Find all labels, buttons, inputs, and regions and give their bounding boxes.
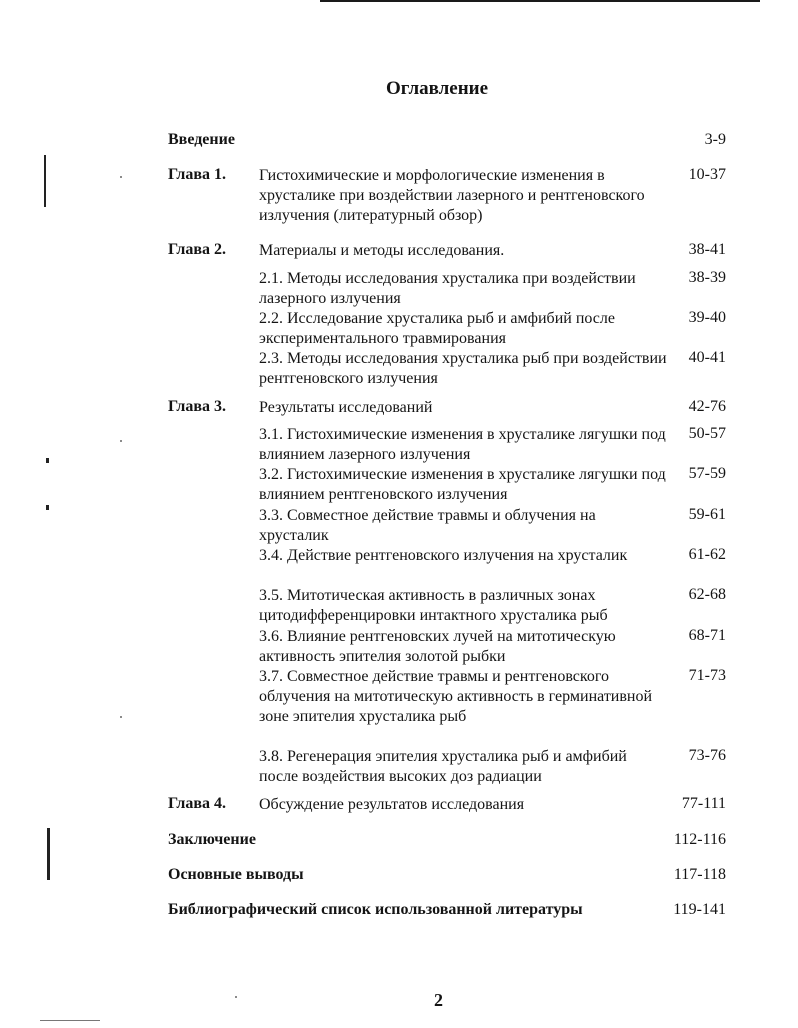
chapter-1-pages: 10-37 — [688, 166, 726, 183]
section-3-4-title: 3.4. Действие рентгеновского излучения на хрусталик — [259, 547, 628, 564]
section-3-7-pages: 71-73 — [688, 667, 726, 684]
section-2-1-title: 2.1. Методы исследования хрусталика при воздействии лазерного излучения — [259, 270, 636, 307]
chapter-2-label: Глава 2. — [168, 241, 226, 258]
chapter-4-title: Обсуждение результатов исследования — [259, 796, 525, 813]
conclusion-pages: 112-116 — [673, 831, 726, 848]
chapter-1-label: Глава 1. — [168, 166, 226, 183]
chapter-4-label: Глава 4. — [168, 795, 226, 812]
page-number: 2 — [434, 990, 443, 1010]
scan-speck — [120, 716, 122, 718]
section-3-2-pages: 57-59 — [688, 465, 726, 482]
section-3-4-pages: 61-62 — [688, 546, 726, 563]
scan-speck — [120, 176, 122, 178]
section-3-5-pages: 62-68 — [688, 586, 726, 603]
section-2-3-pages: 40-41 — [688, 349, 726, 366]
scan-mark — [46, 505, 49, 510]
scan-speck — [120, 440, 122, 442]
intro-pages: 3-9 — [704, 131, 726, 148]
bibliography-pages: 119-141 — [673, 901, 726, 918]
section-3-8-title: 3.8. Регенерация эпителия хрусталика рыб и амфибий после воздействия высоких доз радиации — [259, 748, 627, 785]
scan-top-border — [320, 0, 760, 2]
section-3-5-title: 3.5. Митотическая активность в различных зонах цитодифференцировки интактного хрусталика рыб — [259, 587, 608, 624]
findings-pages: 117-118 — [673, 866, 726, 883]
scan-mark — [47, 828, 50, 880]
section-3-6-pages: 68-71 — [688, 627, 726, 644]
chapter-3-label: Глава 3. — [168, 398, 226, 415]
section-2-1-pages: 38-39 — [688, 269, 726, 286]
scan-mark — [46, 458, 49, 463]
chapter-4-pages: 77-111 — [681, 795, 726, 812]
bibliography-label: Библиографический список использованной литературы — [168, 901, 583, 918]
chapter-2-title: Материалы и методы исследования. — [259, 242, 505, 259]
scan-mark — [44, 155, 46, 207]
section-3-2-title: 3.2. Гистохимические изменения в хрусталике лягушки под влиянием рентгеновского излучения — [259, 466, 666, 503]
section-3-1-pages: 50-57 — [688, 425, 726, 442]
chapter-1-title: Гистохимические и морфологические изменения в хрусталике при воздействии лазерного и рентгеновского излучения (литературный обзор) — [259, 167, 645, 224]
section-3-3-title: 3.3. Совместное действие травмы и облучения на хрусталик — [259, 507, 596, 544]
scan-speck — [235, 996, 237, 998]
section-3-7-title: 3.7. Совместное действие травмы и рентгеновского облучения на митотическую активность в герминативной зоне эпителия хрусталика рыб — [259, 668, 653, 725]
section-2-2-title: 2.2. Исследование хрусталика рыб и амфибий после экспериментального травмирования — [259, 310, 615, 347]
page-title: Оглавление — [386, 78, 489, 99]
findings-label: Основные выводы — [168, 866, 304, 883]
section-3-8-pages: 73-76 — [688, 747, 726, 764]
section-2-3-title: 2.3. Методы исследования хрусталика рыб при воздействии рентгеновского излучения — [259, 350, 667, 387]
section-3-3-pages: 59-61 — [688, 506, 726, 523]
section-3-6-title: 3.6. Влияние рентгеновских лучей на митотическую активность эпителия золотой рыбки — [259, 628, 616, 665]
conclusion-label: Заключение — [168, 831, 256, 848]
chapter-3-pages: 42-76 — [688, 398, 726, 415]
section-2-2-pages: 39-40 — [688, 309, 726, 326]
chapter-2-pages: 38-41 — [688, 241, 726, 258]
chapter-3-title: Результаты исследований — [259, 399, 433, 416]
section-3-1-title: 3.1. Гистохимические изменения в хрусталике лягушки под влиянием лазерного излучения — [259, 426, 666, 463]
intro-label: Введение — [168, 131, 235, 148]
scan-bottom-border — [40, 1020, 100, 1021]
